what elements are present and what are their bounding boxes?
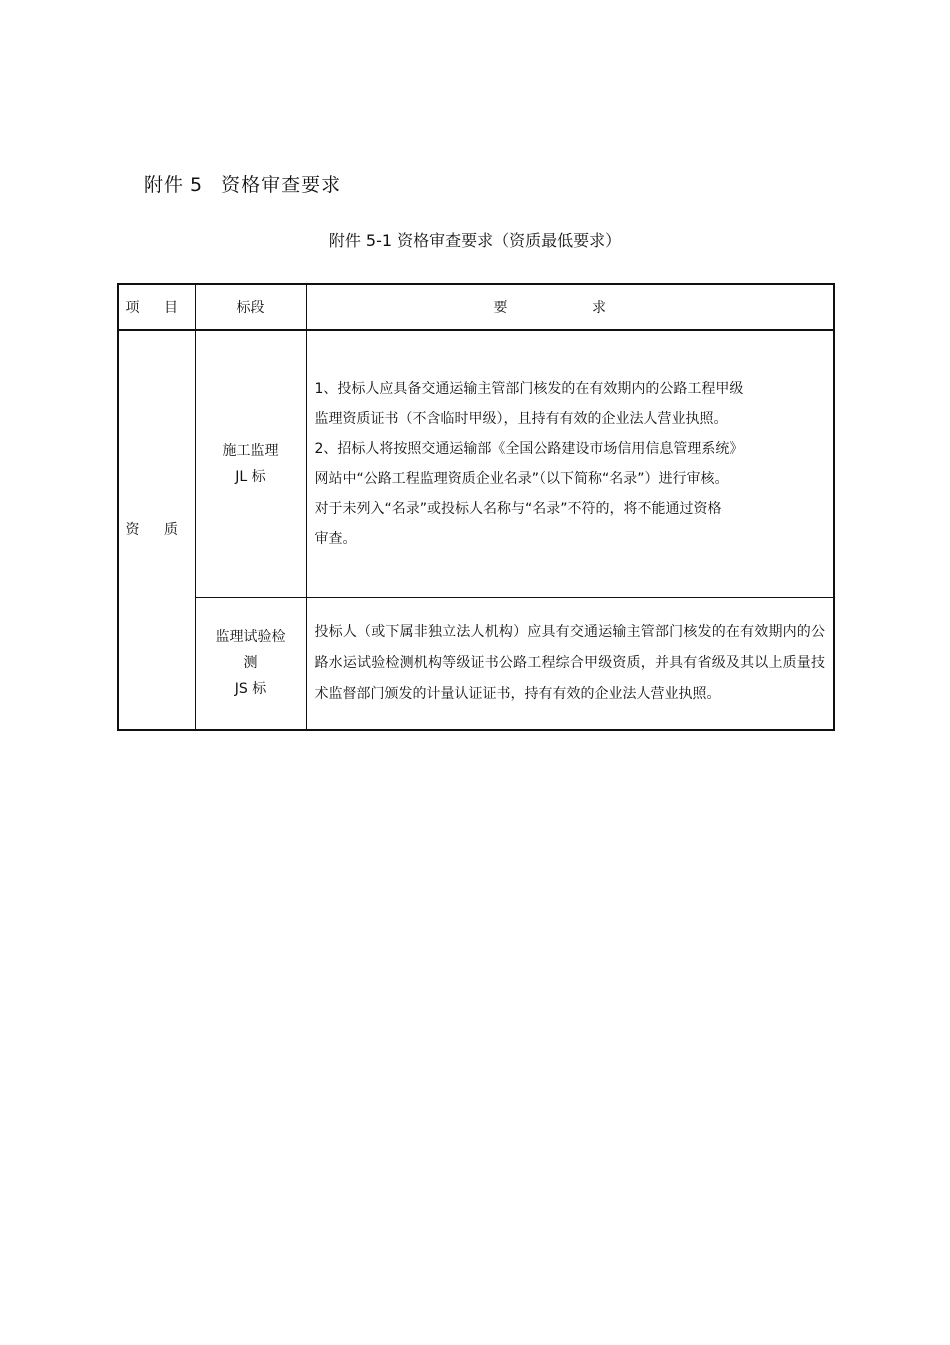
section-cell-jl <box>195 330 306 597</box>
section-name: 施工监理 <box>222 442 279 459</box>
table-row <box>118 597 834 730</box>
section-cell-js <box>195 597 306 730</box>
requirement-line: 2、招标人将按照交通运输部《全国公路建设市场信用信息管理系统》 <box>314 440 744 457</box>
table-row <box>118 330 834 597</box>
section-name-cont: 测 <box>243 655 258 672</box>
table-header-row <box>118 284 834 330</box>
header-item: 项 目 <box>118 284 195 330</box>
section-code: JS 标 <box>234 681 267 698</box>
requirement-line: 审查。 <box>314 530 357 547</box>
category-cell: 资 质 <box>118 330 195 730</box>
table-caption: 附件 5-1 资格审查要求（资质最低要求） <box>328 231 622 250</box>
heading-number: 5 <box>190 174 204 196</box>
header-requirement: 要 求 <box>306 284 834 330</box>
requirement-line: 网站中“公路工程监理资质企业名录”（以下简称“名录”）进行审核。 <box>314 470 729 487</box>
heading-title: 资格审查要求 <box>221 174 342 196</box>
header-section: 标段 <box>195 284 306 330</box>
section-name: 监理试验检 <box>215 629 286 646</box>
section-code: JL 标 <box>235 468 266 485</box>
heading-prefix: 附件 <box>144 174 185 196</box>
requirement-line: 1、投标人应具备交通运输主管部门核发的在有效期内的公路工程甲级 <box>314 380 744 397</box>
requirement-line: 对于未列入“名录”或投标人名称与“名录”不符的，将不能通过资格 <box>314 500 722 517</box>
requirement-cell-js: 投标人（或下属非独立法人机构）应具有交通运输主管部门核发的在有效期内的公路水运试验检测机构等级证书公路工程综合甲级资质，并具有省级及其以上质量技术监督部门颁发的计量认证证书，持有有效的企业法人营业执照。 <box>306 597 834 730</box>
requirement-cell-jl <box>306 330 834 597</box>
requirements-table <box>117 283 835 731</box>
requirement-line: 监理资质证书（不含临时甲级），且持有有效的企业法人营业执照。 <box>314 410 728 427</box>
page-heading <box>144 170 341 197</box>
